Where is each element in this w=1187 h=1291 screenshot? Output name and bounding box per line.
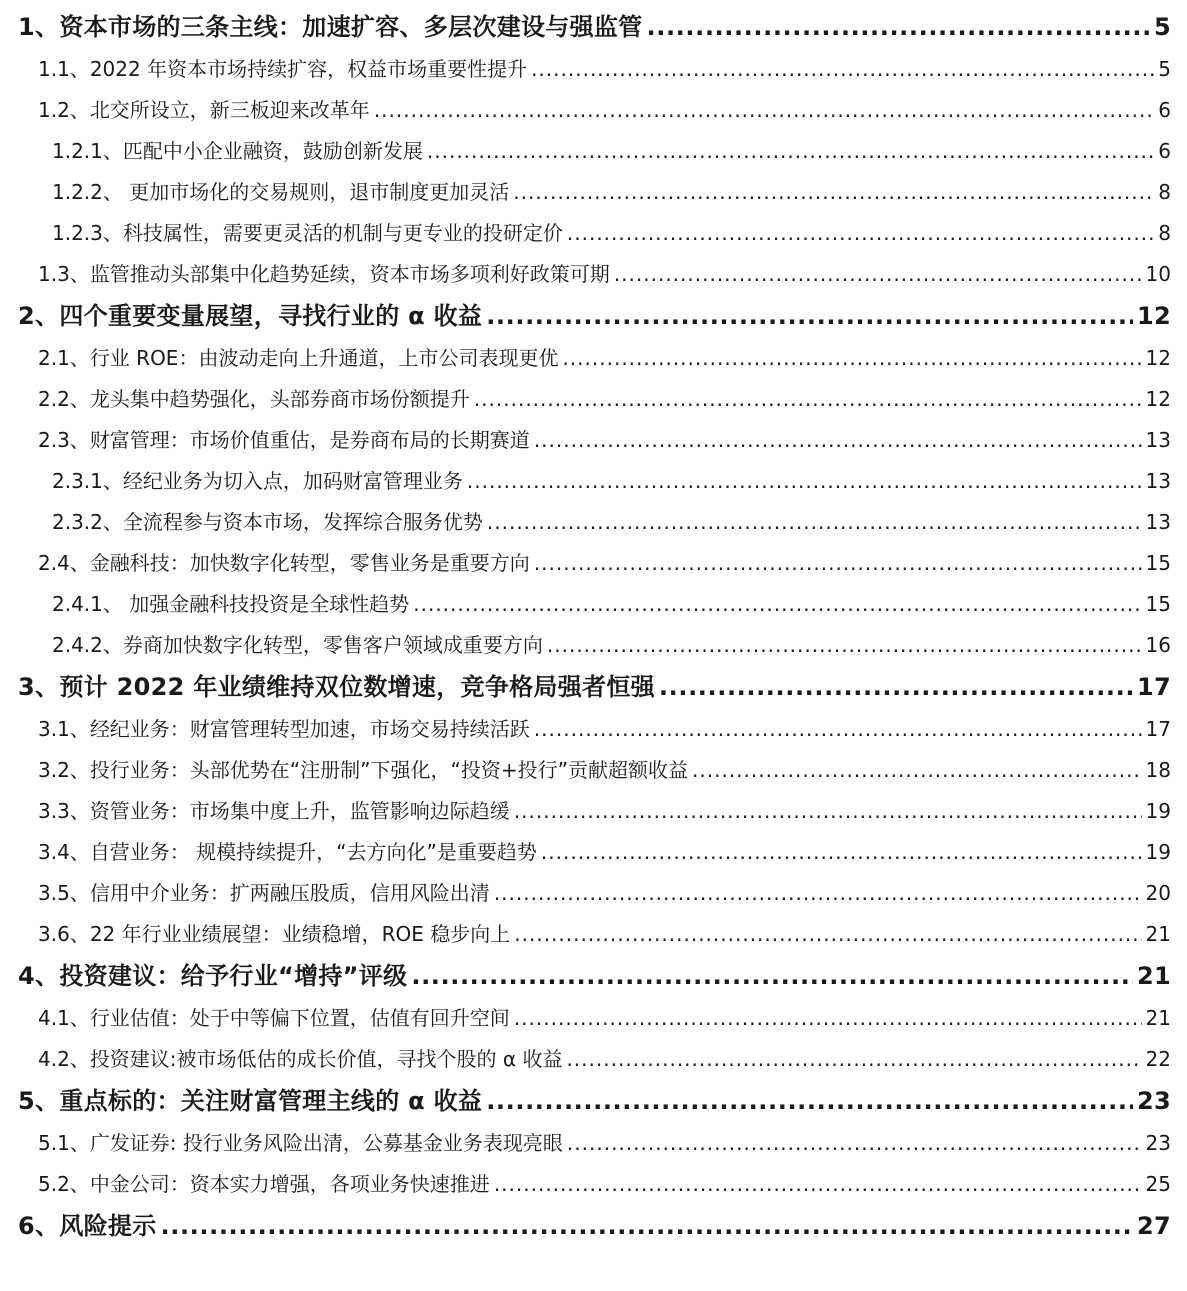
toc-entry-title: 广发证券: 投行业务风险出清，公募基金业务表现亮眼	[89, 1131, 563, 1155]
toc-entry[interactable]	[0, 172, 1187, 213]
toc-dot-leader	[659, 666, 1133, 709]
toc-dot-leader	[647, 6, 1150, 49]
toc-entry-page-number: 23	[1137, 1087, 1171, 1115]
toc-entry-page-number: 12	[1137, 302, 1171, 330]
toc-entry-page-number: 8	[1158, 221, 1171, 245]
toc-entry-title: 投行业务：头部优势在“注册制”下强化，“投资+投行”贡献超额收益	[89, 758, 689, 782]
toc-dot-leader	[514, 998, 1142, 1039]
toc-entry-number: 3.3、	[38, 799, 90, 823]
toc-entry-page-number: 21	[1137, 962, 1171, 990]
toc-dot-leader	[541, 832, 1142, 873]
toc-entry[interactable]	[0, 90, 1187, 131]
toc-dot-leader	[531, 49, 1154, 90]
toc-entry-number: 1.2.1、	[52, 139, 123, 163]
toc-dot-leader	[534, 543, 1142, 584]
toc-dot-leader	[494, 873, 1142, 914]
toc-entry-title: 行业 ROE：由波动走向上升通道，上市公司表现更优	[89, 346, 559, 370]
toc-dot-leader	[692, 750, 1142, 791]
toc-dot-leader	[566, 1039, 1141, 1080]
toc-entry-page-number: 13	[1145, 510, 1171, 534]
toc-dot-leader	[547, 625, 1142, 666]
toc-entry-page-number: 13	[1145, 428, 1171, 452]
toc-dot-leader	[474, 379, 1142, 420]
toc-entry[interactable]	[0, 1205, 1187, 1248]
toc-entry-title: 风险提示	[59, 1212, 157, 1240]
toc-entry-number: 1.2.3、	[52, 221, 123, 245]
toc-entry-page-number: 19	[1145, 840, 1171, 864]
toc-entry-number: 5.2、	[38, 1172, 90, 1196]
toc-entry[interactable]	[0, 709, 1187, 750]
toc-entry-title: 预计 2022 年业绩维持双位数增速，竞争格局强者恒强	[59, 673, 655, 701]
toc-dot-leader	[413, 584, 1141, 625]
toc-dot-leader	[494, 1164, 1142, 1205]
toc-entry-number: 2.4、	[38, 551, 90, 575]
toc-entry-title: 经纪业务：财富管理转型加速，市场交易持续活跃	[89, 717, 530, 741]
toc-entry-page-number: 6	[1158, 98, 1171, 122]
toc-dot-leader	[161, 1205, 1133, 1248]
toc-dot-leader	[427, 131, 1154, 172]
toc-dot-leader	[514, 791, 1142, 832]
toc-entry-page-number: 21	[1145, 922, 1171, 946]
toc-dot-leader	[411, 955, 1133, 998]
toc-entry-number: 3.2、	[38, 758, 90, 782]
toc-entry-number: 3.5、	[38, 881, 90, 905]
toc-entry-number: 3.4、	[38, 840, 90, 864]
toc-entry-title: 北交所设立，新三板迎来改革年	[89, 98, 370, 122]
toc-entry-number: 1.1、	[38, 57, 90, 81]
toc-entry-title: 重点标的：关注财富管理主线的 α 收益	[59, 1087, 483, 1115]
toc-entry[interactable]	[0, 873, 1187, 914]
toc-entry-title: 全流程参与资本市场，发挥综合服务优势	[122, 510, 483, 534]
toc-entry-number: 2.4.1、	[52, 592, 123, 616]
toc-dot-leader	[513, 172, 1154, 213]
toc-entry[interactable]	[0, 502, 1187, 543]
toc-entry-title: 龙头集中趋势强化，头部券商市场份额提升	[89, 387, 470, 411]
toc-entry-number: 5、	[18, 1087, 60, 1115]
toc-entry[interactable]	[0, 625, 1187, 666]
toc-entry-title: 中金公司：资本实力增强，各项业务快速推进	[89, 1172, 490, 1196]
toc-dot-leader	[567, 213, 1154, 254]
toc-entry-number: 2、	[18, 302, 60, 330]
toc-entry-page-number: 21	[1145, 1006, 1171, 1030]
toc-entry[interactable]	[0, 49, 1187, 90]
toc-entry-page-number: 12	[1145, 387, 1171, 411]
toc-entry[interactable]	[0, 420, 1187, 461]
toc-entry[interactable]	[0, 666, 1187, 709]
toc-entry-number: 6、	[18, 1212, 60, 1240]
toc-entry-page-number: 5	[1154, 13, 1171, 41]
toc-entry[interactable]	[0, 461, 1187, 502]
toc-entry-page-number: 22	[1145, 1047, 1171, 1071]
toc-entry[interactable]	[0, 1039, 1187, 1080]
toc-entry-title: 2022 年资本市场持续扩容，权益市场重要性提升	[89, 57, 528, 81]
toc-entry[interactable]	[0, 1123, 1187, 1164]
toc-entry-page-number: 10	[1145, 262, 1171, 286]
toc-dot-leader	[514, 914, 1141, 955]
toc-entry[interactable]	[0, 955, 1187, 998]
toc-dot-leader	[614, 254, 1142, 295]
toc-entry-page-number: 8	[1158, 180, 1171, 204]
toc-entry[interactable]	[0, 791, 1187, 832]
toc-entry-title: 资管业务：市场集中度上升，监管影响边际趋缓	[89, 799, 510, 823]
toc-entry-title: 科技属性，需要更灵活的机制与更专业的投研定价	[122, 221, 563, 245]
toc-entry-number: 2.3.1、	[52, 469, 123, 493]
toc-entry[interactable]	[0, 1080, 1187, 1123]
toc-entry-page-number: 18	[1145, 758, 1171, 782]
toc-entry[interactable]	[0, 131, 1187, 172]
toc-entry-number: 2.1、	[38, 346, 90, 370]
toc-entry[interactable]	[0, 543, 1187, 584]
toc-entry-title: 加强金融科技投资是全球性趋势	[122, 592, 410, 616]
toc-entry-title: 监管推动头部集中化趋势延续，资本市场多项利好政策可期	[89, 262, 610, 286]
toc-entry[interactable]	[0, 750, 1187, 791]
toc-entry-page-number: 20	[1145, 881, 1171, 905]
toc-dot-leader	[486, 295, 1133, 338]
toc-entry-number: 1、	[18, 13, 60, 41]
toc-entry-page-number: 5	[1158, 57, 1171, 81]
toc-entry[interactable]	[0, 914, 1187, 955]
toc-entry-number: 3、	[18, 673, 60, 701]
toc-entry[interactable]	[0, 254, 1187, 295]
toc-entry-title: 22 年行业业绩展望：业绩稳增，ROE 稳步向上	[89, 922, 511, 946]
toc-dot-leader	[374, 90, 1154, 131]
toc-entry[interactable]	[0, 379, 1187, 420]
toc-entry-page-number: 17	[1145, 717, 1171, 741]
toc-entry-page-number: 13	[1145, 469, 1171, 493]
toc-entry-title: 金融科技：加快数字化转型，零售业务是重要方向	[89, 551, 530, 575]
toc-dot-leader	[562, 338, 1141, 379]
toc-entry-title: 行业估值：处于中等偏下位置，估值有回升空间	[89, 1006, 510, 1030]
toc-entry-number: 1.2、	[38, 98, 90, 122]
toc-dot-leader	[486, 1080, 1133, 1123]
toc-entry-page-number: 16	[1145, 633, 1171, 657]
toc-entry[interactable]	[0, 832, 1187, 873]
toc-entry[interactable]	[0, 6, 1187, 49]
toc-entry-number: 1.2.2、	[52, 180, 123, 204]
toc-entry-title: 更加市场化的交易规则，退市制度更加灵活	[122, 180, 510, 204]
toc-entry-page-number: 23	[1145, 1131, 1171, 1155]
toc-entry-title: 投资建议：给予行业“增持”评级	[59, 962, 408, 990]
toc-entry-page-number: 15	[1145, 592, 1171, 616]
toc-entry-title: 自营业务： 规模持续提升，“去方向化”是重要趋势	[89, 840, 537, 864]
toc-entry[interactable]	[0, 295, 1187, 338]
toc-entry-title: 经纪业务为切入点，加码财富管理业务	[122, 469, 463, 493]
toc-entry-page-number: 19	[1145, 799, 1171, 823]
toc-entry-number: 3.6、	[38, 922, 90, 946]
toc-entry-title: 投资建议:被市场低估的成长价值，寻找个股的 α 收益	[89, 1047, 563, 1071]
toc-entry-number: 3.1、	[38, 717, 90, 741]
toc-entry-page-number: 27	[1137, 1212, 1171, 1240]
toc-entry-title: 四个重要变量展望，寻找行业的 α 收益	[59, 302, 483, 330]
toc-dot-leader	[467, 461, 1142, 502]
toc-entry-number: 2.3、	[38, 428, 90, 452]
toc-entry[interactable]	[0, 338, 1187, 379]
toc-dot-leader	[534, 420, 1142, 461]
toc-entry-page-number: 25	[1145, 1172, 1171, 1196]
toc-entry-page-number: 6	[1158, 139, 1171, 163]
toc-entry[interactable]	[0, 213, 1187, 254]
toc-dot-leader	[534, 709, 1142, 750]
toc-entry[interactable]	[0, 1164, 1187, 1205]
toc-dot-leader	[567, 1123, 1142, 1164]
toc-entry-number: 2.4.2、	[52, 633, 123, 657]
toc-dot-leader	[487, 502, 1142, 543]
toc-entry-number: 2.2、	[38, 387, 90, 411]
toc-entry-number: 1.3、	[38, 262, 90, 286]
toc-entry-title: 匹配中小企业融资，鼓励创新发展	[122, 139, 423, 163]
toc-entry-number: 2.3.2、	[52, 510, 123, 534]
toc-entry-title: 财富管理：市场价值重估，是券商布局的长期赛道	[89, 428, 530, 452]
toc-entry-title: 资本市场的三条主线：加速扩容、多层次建设与强监管	[59, 13, 643, 41]
toc-entry-page-number: 12	[1145, 346, 1171, 370]
toc-entry-title: 券商加快数字化转型，零售客户领域成重要方向	[122, 633, 543, 657]
toc-entry-title: 信用中介业务：扩两融压股质，信用风险出清	[89, 881, 490, 905]
toc-entry[interactable]	[0, 998, 1187, 1039]
toc-entry-number: 5.1、	[38, 1131, 90, 1155]
toc-entry-number: 4、	[18, 962, 60, 990]
toc-entry-number: 4.1、	[38, 1006, 90, 1030]
toc-entry[interactable]	[0, 584, 1187, 625]
toc-entry-page-number: 15	[1145, 551, 1171, 575]
toc-entry-number: 4.2、	[38, 1047, 90, 1071]
toc-entry-page-number: 17	[1137, 673, 1171, 701]
